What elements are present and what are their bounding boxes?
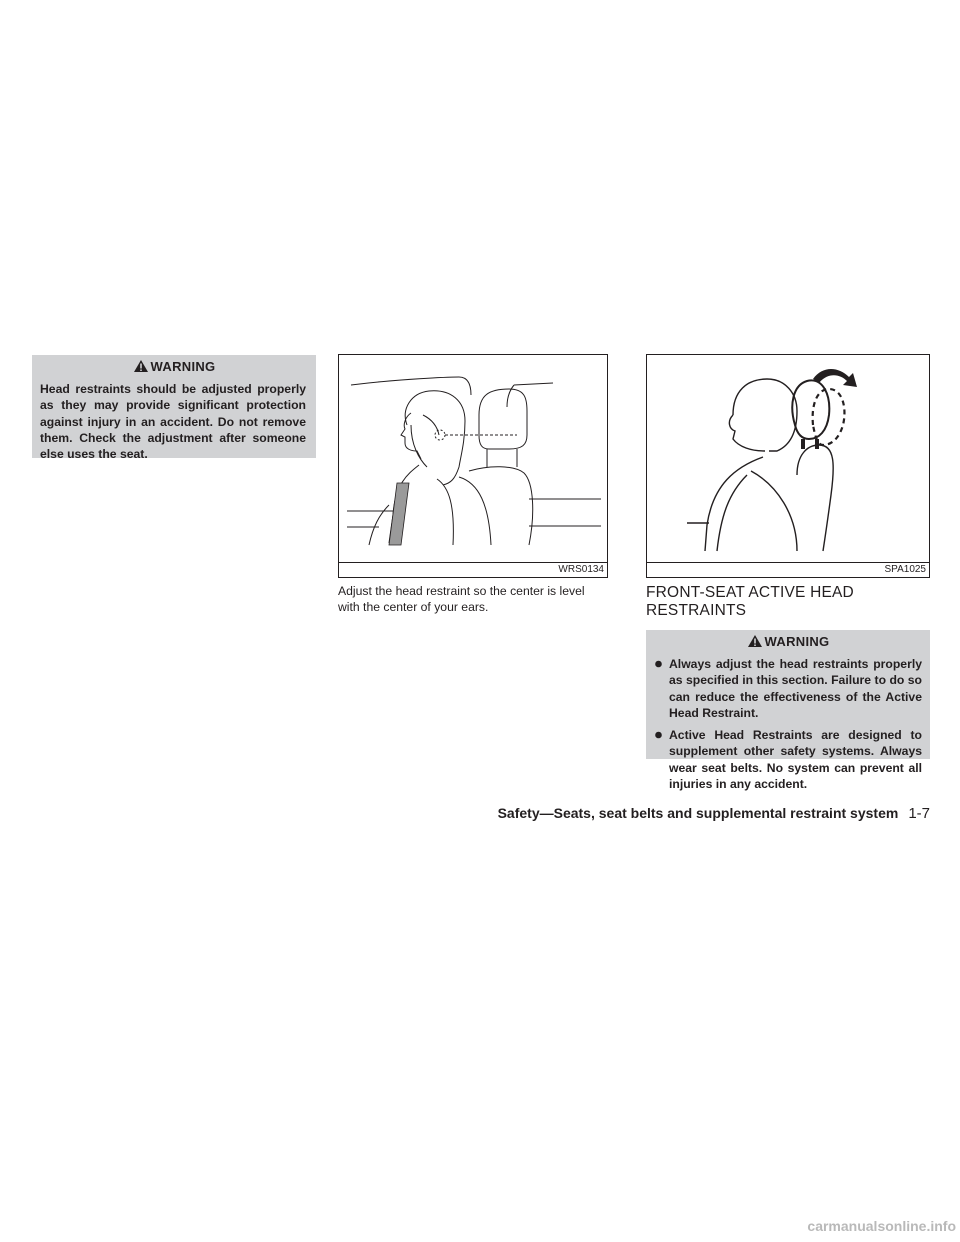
warning-item-text: Always adjust the head restraints properly as specified in this section. Failure to do so can reduce the effectiveness of the Active Head Restraint.	[669, 657, 922, 720]
bullet-icon	[654, 656, 664, 672]
figure-code: SPA1025	[647, 562, 929, 577]
page-number: 1-7	[908, 805, 930, 822]
warning-heading-text: WARNING	[764, 633, 830, 649]
section-heading: FRONT-SEAT ACTIVE HEAD RESTRAINTS	[646, 584, 854, 619]
figure-active-head-restraint	[646, 354, 930, 578]
warning-heading	[32, 355, 316, 377]
warning-heading-text: WARNING	[150, 358, 216, 374]
bullet-icon	[654, 727, 664, 743]
watermark: carmanualsonline.info	[807, 1218, 956, 1234]
figure-code: WRS0134	[339, 562, 607, 577]
warning-heading	[646, 630, 930, 652]
warning-list-item	[654, 656, 922, 721]
warning-text: Head restraints should be adjusted properly as they may provide significant protection against injury in an accident. Do not remove them. Check the adjustment after someone else uses the seat.	[40, 382, 306, 462]
footer-title: Safety—Seats, seat belts and supplemental restraint system	[497, 805, 899, 821]
head-restraint-instruction: Adjust the head restraint so the center is level with the center of your ears.	[338, 584, 585, 614]
warning-box-head-restraints	[32, 355, 316, 462]
warning-list-item	[654, 727, 922, 792]
warning-triangle-icon	[747, 634, 763, 648]
figure-head-restraint-adjustment	[338, 354, 608, 578]
warning-triangle-icon	[133, 359, 149, 373]
active-head-restraint-illustration	[647, 355, 929, 563]
warning-box-active-head-restraints	[646, 630, 930, 792]
page-footer	[320, 805, 930, 822]
warning-item-text: Active Head Restraints are designed to supplement other safety systems. Always wear seat belts. No system can prevent all injuries in any accident.	[669, 728, 922, 792]
head-restraint-illustration	[339, 355, 607, 563]
warning-list	[646, 652, 930, 804]
